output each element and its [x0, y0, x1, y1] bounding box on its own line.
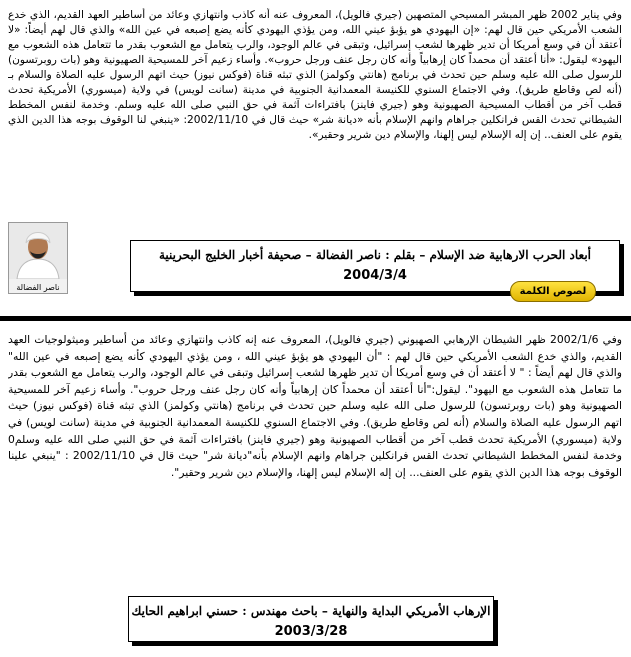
article-1-text: وفي يناير 2002 ظهر المبشر المسيحي المتصهين (جيري فالويل)، المعروف عنه أنه كاذب وانتهازي وعائد من أساطير العهد القديم، الذي خدع الشعب الأمريكي حين قال لهم: «إن اليهودي هو يؤبؤ عيني الله، ومن يؤذي اليهودي كأنه يضع إصبعه في عين الله» والذي قال لهم أيضاً: «لا أعتقد أن في وسع أمريكا أن تدير ظهرها لشعب إسرائيل، وتبقى في عالم الوجود، والرب يتعامل مع الشعوب بقدر ما تتعامل هذه الشعوب مع اليهود» ليقول: «أنا أعتقد أن محمداً كان إرهابياً وأنه كان رجل عنف ورجل حروب». وأساء زعيم آخر للمسيحية الصهيونية وهو (بات روبرتسون) للرسول صلى الله عليه وسلم حين تحدث في برنامج (هانتي وكولمز) الذي تبثه قناة (فوكس نيوز) حيث اتهم الرسول عليه الصلاة والسلام بـ (أنه لص وقاطع طريق). وفي الاجتماع السنوي للكنيسة المعمدانية الجنوبية في مدينة (سانت لويس) في ولاية (ميسوري) الأمريكية تحدث قطب آخر من أقطاب المسيحية الصهيونية وهو (جيري فاينز) بافتراءات آثمة في حق النبي صلى الله عليه وسلم. وخدمة لنفس المخطط الشيطاني تحدث القس فرانكلين جراهام وانهم الإسلام بأنه «ديانة شر» حيث قال في 2002/11/10: «ينبغي لنا الوقوف بوجه هذا الدين الذي يقوم على العنف.. إن إله الإسلام ليس إلهنا، والإسلام دين شرير وحقير».	[8, 9, 622, 141]
photo-caption: ناصر الفضالة	[16, 283, 60, 292]
word-thieves-badge: لصوص الكلمة	[510, 281, 596, 302]
person-portrait-icon	[9, 223, 67, 279]
source-title-1: أبعاد الحرب الارهابية ضد الإسلام – بقلم : ناصر الفضالة – صحيفة أخبار الخليج البحرينية	[158, 248, 592, 262]
source-title-2: الإرهاب الأمريكي البداية والنهاية – باحث مهندس : حسني ابراهيم الحايك	[131, 604, 491, 618]
source-date-1: 2004/3/4	[343, 268, 407, 283]
author-photo	[8, 222, 68, 294]
source-box-2	[128, 596, 494, 642]
section-divider	[0, 316, 631, 321]
source-date-2: 2003/3/28	[274, 624, 348, 639]
article-2-text: وفي 2002/1/6 ظهر الشيطان الإرهابي الصهيوني (جيري فالويل)، المعروف عنه إنه كاذب وانتهازي وعائد من أساطير وميثولوجيات العهد القديم، والذي خدع الشعب الأمريكي حين قال لهم : "أن اليهودي هو يؤبؤ عيني الله ، ومن يؤذي اليهودي كأنه يضع إصبعه في عين الله" والذي قال لهم أيضاً : " لا أعتقد أن في وسع أمريكا أن تدير ظهرها لشعب إسرائيل وتبقى في عالم الوجود، والرب يتعامل مع الشعوب بقدر ما تتعامل هذه الشعوب مع اليهود". ليقول:"أنا أعتقد أن محمداً كان إرهابياً وأنه كان رجل عنف ورجل حروب". وأساء زعيم آخر للمسيحية الصهيونية وهو (بات روبرتسون) للرسول صلى الله عليه وسلم حين تحدث في برنامج (هانتي وكولمز) الذي تبثه قناة (فوكس نيوز) حيث اتهم الرسول عليه الصلاة والسلام (أنه لص وقاطع طريق). وفي الاجتماع السنوي للكنيسة المعمدانية الجنوبية في مدينة (سانت لويس) في ولاية (ميسوري) الأمريكية تحدث قطب آخر من أقطاب الصهيونية وهو (جيري فاينز) بافتراءات آثمة في حق النبي صلى الله عليه وسلم0 وخدمة لنفس المخطط الشيطاني تحدث القس فرانكلين جراهام وانهم الإسلام بأنه"ديانة شر" حيث قال في 2002/11/10 : "ينبغي علينا الوقوف بوجه هذا الدين الذي يقوم على العنف... إن إله الإسلام ليس إلهنا، والإسلام دين شرير وحقير".	[8, 333, 622, 479]
